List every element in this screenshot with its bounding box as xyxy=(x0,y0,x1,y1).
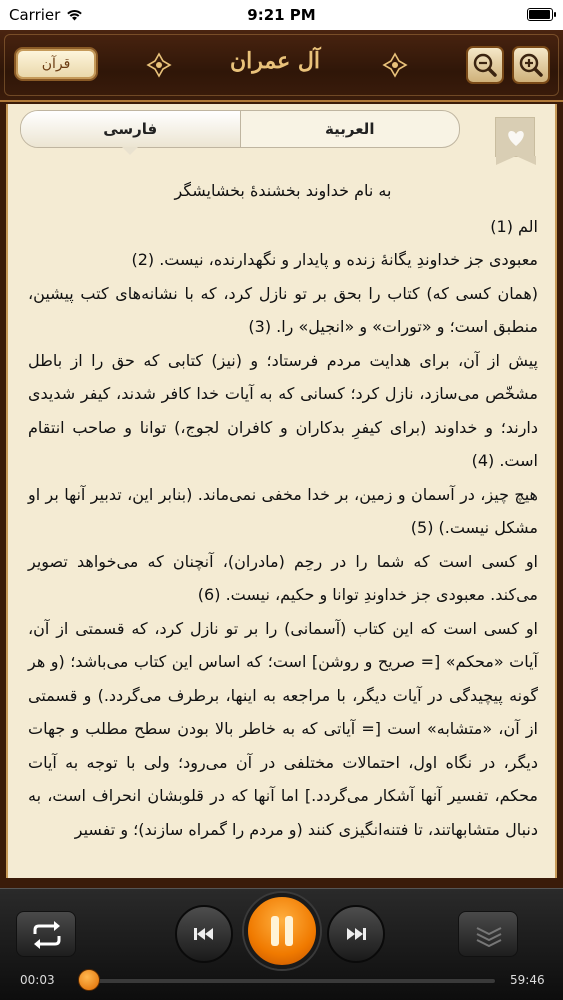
magnifier-plus-icon xyxy=(514,48,548,82)
title-bar xyxy=(0,30,563,102)
quran-button[interactable]: قرآن xyxy=(14,47,98,81)
skip-back-icon xyxy=(177,907,231,961)
verse[interactable]: هیچ چیز، در آسمان و زمین، بر خدا مخفی نمی‌ماند. (بنابر این، تدبیر آنها بر او مشکل نیست.) (5) xyxy=(28,484,538,537)
battery-icon xyxy=(527,8,553,21)
pause-icon xyxy=(248,897,316,965)
status-bar xyxy=(0,0,563,30)
ornament-icon xyxy=(382,52,408,78)
magnifier-minus-icon xyxy=(468,48,502,82)
content-frame xyxy=(0,102,563,888)
bookmark-button[interactable] xyxy=(495,117,535,157)
next-button[interactable] xyxy=(327,905,385,963)
carrier-label: Carrier xyxy=(9,6,61,24)
language-tabs xyxy=(20,110,460,148)
zoom-in-button[interactable] xyxy=(512,46,550,84)
verse[interactable]: او کسی است که شما را در رحِم (مادران)، آنچنان که می‌خواهد تصویر می‌کند. معبودی جز خداوندِ توانا و حکیم، نیست. (6) xyxy=(28,551,538,604)
total-time: 59:46 xyxy=(510,973,545,987)
tab-arabic[interactable]: العربية xyxy=(325,120,375,138)
progress-track[interactable] xyxy=(80,978,496,984)
repeat-button[interactable] xyxy=(16,911,76,957)
collapse-icon xyxy=(459,912,519,958)
heart-bookmark-icon xyxy=(496,118,536,158)
selected-tab-pointer xyxy=(122,147,138,155)
surah-title: آل عمران xyxy=(229,48,320,74)
tab-persian[interactable]: فارسی xyxy=(21,111,241,147)
bismillah: به نام خداوند بخشندهٔ بخشایشگر xyxy=(174,181,392,200)
zoom-out-button[interactable] xyxy=(466,46,504,84)
verse[interactable]: الم (1) xyxy=(490,216,538,236)
verse[interactable]: او کسی است که این کتاب (آسمانی) را بر تو نازل کرد، که قسمتی از آن، آیات «محکم» [= صریح و روشن] است؛ که اساس این کتاب می‌باشد؛ (و هر گونه پیچیدگی در آیات دیگر، با مراجعه به اینها، برطرف می‌گردد.) و قسمتی از آن، «متشابه» است [= آیاتی که به خاطر بالا بودن سطح مطلب و جهات دیگر، در نگاه اول، احتمالات مختلفی در آن می‌رود؛ ولی با توجه به آیات محکم، تفسیر آنها آشکار می‌گردد.] اما آنها که در قلوبشان انحراف است، به دنبال متشابهاتند، تا فتنه‌انگیزی کنند (و مردم را گمراه سازند)؛ و تفسیر xyxy=(28,618,538,839)
ornament-icon xyxy=(146,52,172,78)
verses-text xyxy=(28,174,538,846)
progress-thumb[interactable] xyxy=(78,969,100,991)
skip-forward-icon xyxy=(329,907,383,961)
verse[interactable]: پیش از آن، برای هدایت مردم فرستاد؛ و (نیز) کتابی که حق را از باطل مشخّص می‌سازد، نازل کرد؛ کسانی که به آیات خدا کافر شدند، کیفر شدیدی دارند؛ و خداوند (برای کیفرِ بدکاران و کافران لجوج،) توانا و صاحب انتقام است. (4) xyxy=(28,350,538,470)
content-page xyxy=(6,104,557,878)
status-time: 9:21 PM xyxy=(247,6,316,24)
collapse-button[interactable] xyxy=(458,911,518,957)
repeat-icon xyxy=(17,912,77,958)
pause-button[interactable] xyxy=(244,893,320,969)
elapsed-time: 00:03 xyxy=(20,973,55,987)
verse[interactable]: معبودی جز خداوندِ یگانهٔ زنده و پایدار و نگهدارنده، نیست. (2) xyxy=(131,250,538,269)
audio-player xyxy=(0,888,563,1000)
verse[interactable]: (همان کسی که) کتاب را بحق بر تو نازل کرد، که با نشانه‌های کتب پیشین، منطبق است؛ و «تورات» و «انجیل» را. (3) xyxy=(28,283,538,336)
previous-button[interactable] xyxy=(175,905,233,963)
